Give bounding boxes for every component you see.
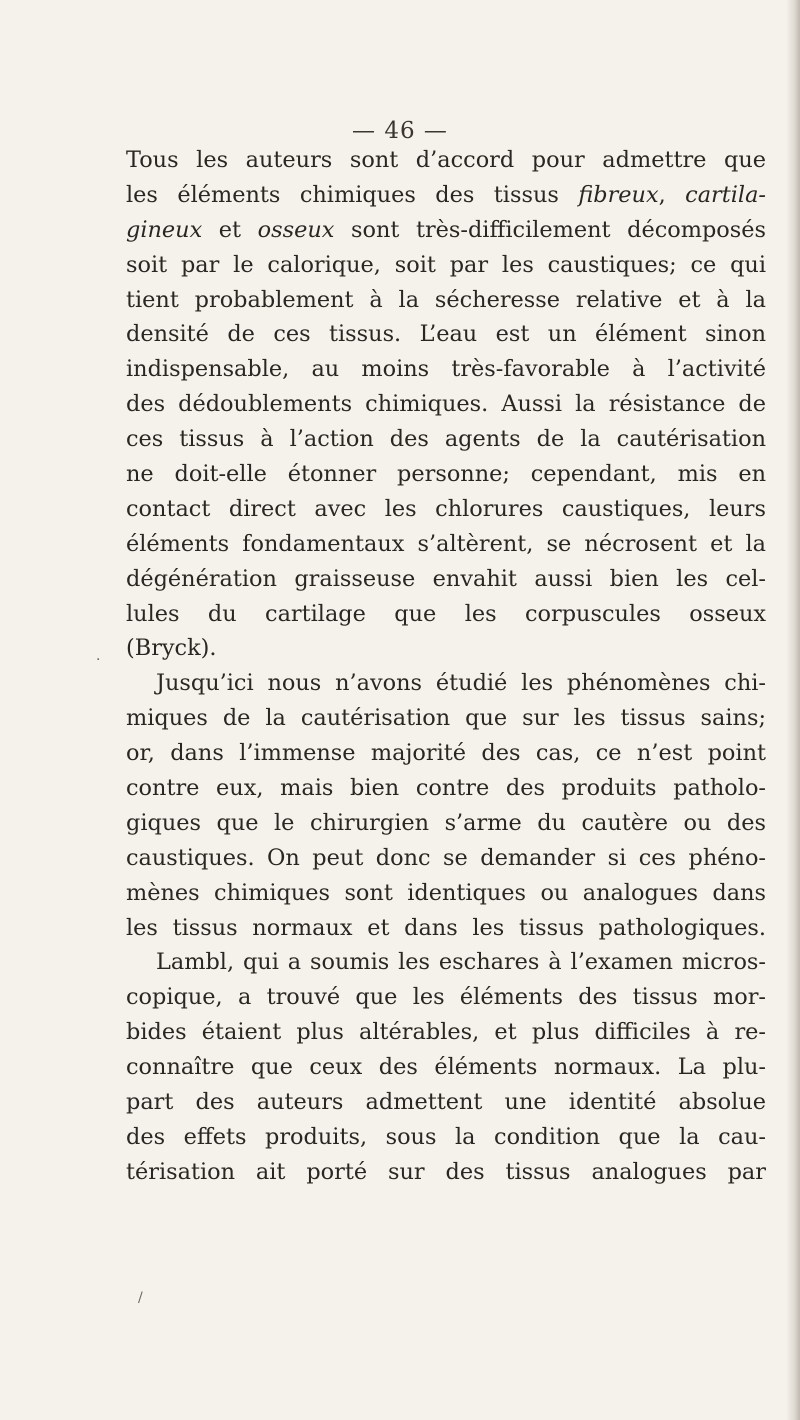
text-run: contre eux, mais bien contre des produits patholo- <box>126 775 766 802</box>
text-line <box>126 980 766 1015</box>
text-run: gineux <box>126 216 203 243</box>
text-run: ne doit-elle étonner personne; cependant, mis en <box>126 461 766 488</box>
text-run: Tous les auteurs sont d’accord pour admettre que <box>126 147 766 173</box>
text-run: éléments fondamentaux s’altèrent, se nécrosent et la <box>126 530 766 557</box>
text-run: copique, a trouvé que les éléments des tissus mor- <box>126 984 766 1011</box>
text-run: miques de la cautérisation que sur les tissus sains; <box>126 705 766 732</box>
text-run: caustiques. On peut donc se demander si ces phéno- <box>126 844 766 871</box>
text-run: bides étaient plus altérables, et plus difficiles à re- <box>126 1019 766 1046</box>
text-run: cartila- <box>685 181 766 208</box>
text-run: (Bryck). <box>126 635 217 662</box>
text-run: giques que le chirurgien s’arme du cautère ou des <box>126 809 766 836</box>
text-run: fibreux <box>578 181 659 208</box>
text-run: ces tissus à l’action des agents de la cautérisation <box>126 426 766 453</box>
text-run: , <box>658 181 686 208</box>
text-line <box>126 911 766 946</box>
text-line <box>126 317 766 352</box>
text-line <box>126 1155 766 1190</box>
text-run: contact direct avec les chlorures caustiques, leurs <box>126 495 766 522</box>
text-run: les tissus normaux et dans les tissus pathologiques. <box>126 914 766 941</box>
text-line <box>126 701 766 736</box>
text-run: osseux <box>257 216 335 243</box>
text-line <box>126 736 766 771</box>
text-line <box>126 143 766 178</box>
text-run: Jusqu’ici nous n’avons étudié les phénomènes chi- <box>156 670 766 697</box>
text-line <box>126 841 766 876</box>
text-line <box>126 213 766 248</box>
text-line <box>126 876 766 911</box>
text-run: soit par le calorique, soit par les caustiques; ce qui <box>126 251 766 278</box>
text-line <box>126 771 766 806</box>
text-line <box>126 178 766 213</box>
text-line <box>126 352 766 387</box>
text-line <box>126 1015 766 1050</box>
text-run: des effets produits, sous la condition que la cau- <box>126 1123 766 1150</box>
text-run: lules du cartilage que les corpuscules osseux <box>126 600 766 627</box>
page-number: — 46 — <box>352 118 448 144</box>
text-run: Lambl, qui a soumis les eschares à l’examen micros- <box>156 949 766 976</box>
text-run: tient probablement à la sécheresse relative et à la <box>126 286 766 313</box>
text-line <box>126 457 766 492</box>
text-line <box>126 283 766 318</box>
margin-speck: · <box>96 652 101 668</box>
text-line <box>126 562 766 597</box>
text-line <box>126 806 766 841</box>
text-line <box>126 1050 766 1085</box>
text-line <box>126 1085 766 1120</box>
text-run: part des auteurs admettent une identité absolue <box>126 1089 766 1116</box>
text-run: dégénération graisseuse envahit aussi bien les cel- <box>126 565 766 592</box>
text-line <box>126 248 766 283</box>
margin-speck: / <box>138 1290 143 1306</box>
text-line <box>126 666 766 701</box>
text-line <box>126 422 766 457</box>
text-run: indispensable, au moins très-favorable à l’activité <box>126 356 766 383</box>
text-run: densité de ces tissus. L’eau est un élément sinon <box>126 321 766 348</box>
page-edge-shadow <box>786 0 800 1420</box>
text-run: des dédoublements chimiques. Aussi la résistance de <box>126 391 766 418</box>
text-run: térisation ait porté sur des tissus analogues par <box>126 1158 766 1185</box>
text-run: et <box>202 216 258 243</box>
text-run: les éléments chimiques des tissus <box>126 181 579 208</box>
text-line <box>126 1120 766 1155</box>
text-line <box>126 387 766 422</box>
text-run: connaître que ceux des éléments normaux. La plu- <box>126 1054 766 1081</box>
text-run: mènes chimiques sont identiques ou analogues dans <box>126 879 766 906</box>
text-line <box>126 631 766 666</box>
text-line <box>126 527 766 562</box>
text-line <box>126 945 766 980</box>
text-line <box>126 492 766 527</box>
text-run: or, dans l’immense majorité des cas, ce n’est point <box>126 740 766 767</box>
text-run: sont très-difficilement décomposés <box>334 216 767 243</box>
text-line <box>126 597 766 632</box>
body-text <box>126 143 766 1190</box>
